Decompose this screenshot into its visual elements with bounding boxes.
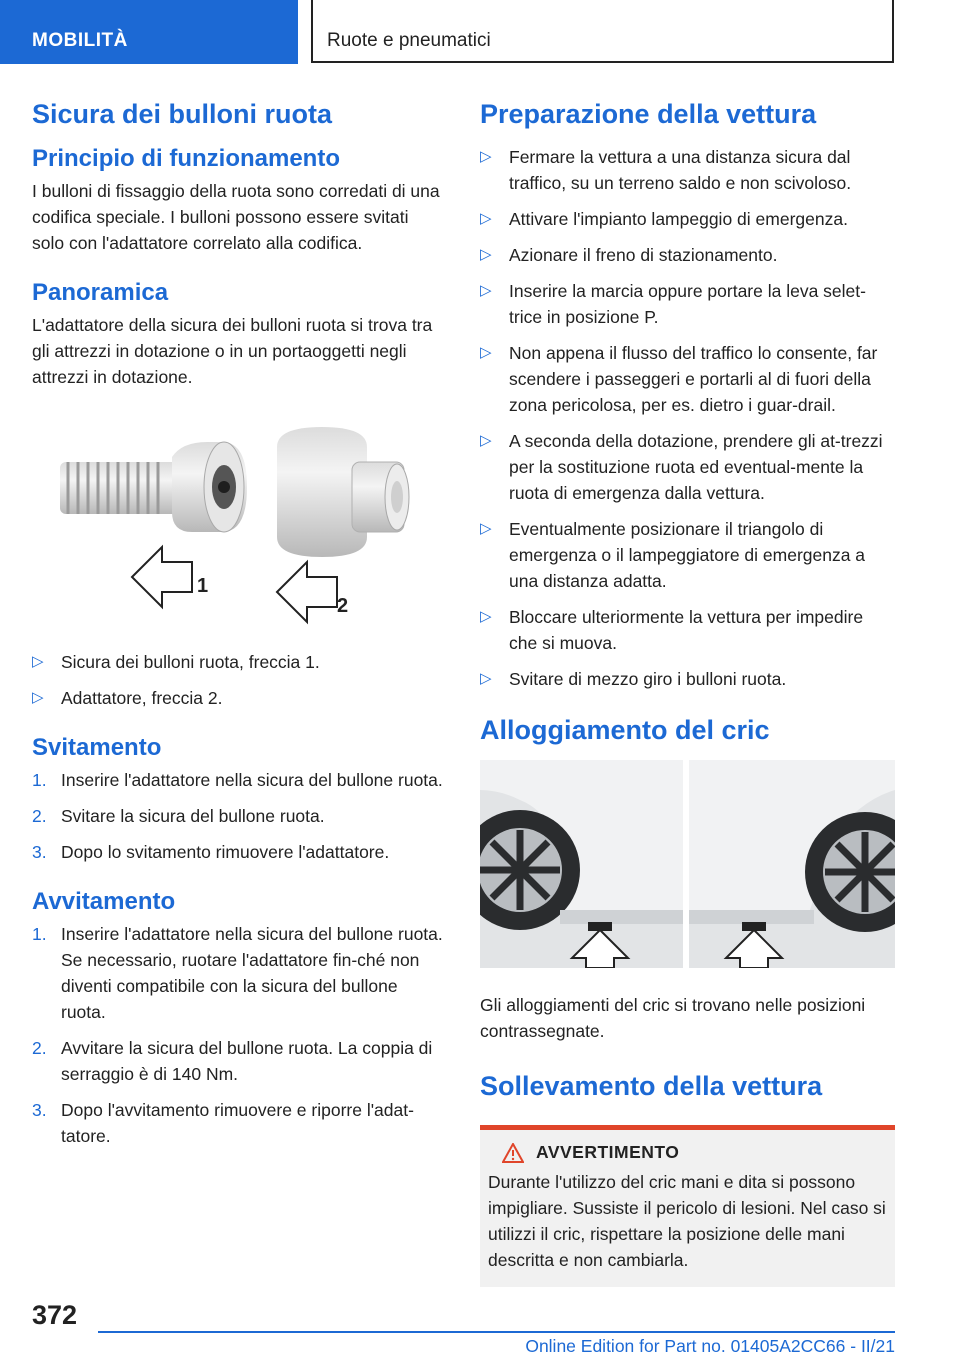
list-item: ▷ Attivare l'impianto lampeggio di emergenza. — [480, 206, 895, 232]
triangle-bullet-icon: ▷ — [480, 147, 492, 165]
wheel-lock-figure — [32, 412, 444, 627]
arrow-label-1: 1 — [197, 574, 209, 597]
list-item: ▷ Bloccare ulteriormente la vettura per impedire che si muova. — [480, 604, 895, 656]
subsection-principio: Principio di funzionamento — [32, 144, 340, 172]
arrow-1-icon — [132, 547, 192, 607]
list-item: ▷ Eventualmente posizionare il triangolo di emergenza o il lampeggiatore di emergenza a una distanza adatta. — [480, 516, 895, 594]
header-chapter-label: Ruote e pneumatici — [327, 30, 491, 51]
section-title-jack-points: Alloggiamento del cric — [480, 714, 770, 745]
triangle-bullet-icon: ▷ — [480, 343, 492, 361]
list-item: ▷ Azionare il freno di stazionamento. — [480, 242, 895, 268]
footer-divider — [98, 1331, 895, 1333]
triangle-bullet-icon: ▷ — [480, 607, 492, 625]
list-item: ▷ Non appena il flusso del traffico lo consente, far scendere i passeggeri e portarli al di fuori della zona pericolosa, per es. dietro i guar-drail. — [480, 340, 895, 418]
jack-points-figure — [480, 760, 895, 968]
arrow-label-2: 2 — [337, 594, 349, 617]
header-section-tab — [0, 0, 298, 64]
principio-text: I bulloni di fissaggio della ruota sono corredati di una codifica speciale. I bulloni possono essere svitati solo con l'adattatore correlato alla codifica. — [32, 180, 440, 253]
triangle-bullet-icon: ▷ — [480, 209, 492, 227]
triangle-bullet-icon: ▷ — [480, 519, 492, 537]
list-item: 1. Inserire l'adattatore nella sicura del bullone ruota. — [32, 769, 443, 790]
list-item: ▷ Svitare di mezzo giro i bulloni ruota. — [480, 666, 895, 692]
header-chapter-tab — [311, 0, 894, 63]
list-item: ▷ Inserire la marcia oppure portare la leva selet-trice in posizione P. — [480, 278, 895, 330]
page-number: 372 — [32, 1300, 78, 1330]
warning-box — [480, 1125, 895, 1287]
header-section-label: MOBILITÀ — [32, 30, 128, 51]
figure-legend-list — [32, 649, 444, 711]
arrow-2-icon — [277, 562, 337, 622]
panoramica-text: L'adattatore della sicura dei bulloni ruota si trova tra gli attrezzi in dotazione o in un portaoggetti negli attrezzi in dotazione. — [32, 314, 433, 387]
section-title-wheel-lock: Sicura dei bulloni ruota — [32, 99, 333, 129]
list-item: ▷ Adattatore, freccia 2. — [32, 685, 444, 711]
list-item: 3. Dopo l'avvitamento rimuovere e riporre l'adat-tatore. — [32, 1099, 414, 1146]
footer-edition: Online Edition for Part no. 01405A2CC66 - II/21 — [525, 1336, 895, 1356]
triangle-bullet-icon: ▷ — [480, 245, 492, 263]
list-item: 3. Dopo lo svitamento rimuovere l'adattatore. — [32, 841, 390, 862]
list-item: ▷ A seconda della dotazione, prendere gli at-trezzi per la sostituzione ruota ed eventual-mente la ruota di emergenza dalla vettura. — [480, 428, 895, 506]
warning-title: AVVERTIMENTO — [536, 1142, 680, 1163]
adapter-illustration — [277, 427, 409, 557]
list-item: ▷ Fermare la vettura a una distanza sicura dal traffico, su un terreno saldo e non scivoloso. — [480, 144, 895, 196]
subsection-avvitamento: Avvitamento — [32, 887, 176, 915]
section-title-sollevamento: Sollevamento della vettura — [480, 1070, 823, 1101]
list-item: ▷ Sicura dei bulloni ruota, freccia 1. — [32, 649, 444, 675]
triangle-bullet-icon: ▷ — [480, 669, 492, 687]
triangle-bullet-icon: ▷ — [480, 431, 492, 449]
triangle-bullet-icon: ▷ — [32, 688, 44, 706]
subsection-panoramica: Panoramica — [32, 278, 169, 306]
avvitamento-steps — [32, 921, 444, 1149]
svitamento-steps — [32, 767, 444, 865]
list-item: 1. Inserire l'adattatore nella sicura del bullone ruota. Se necessario, ruotare l'adattatore fin-ché non diventi compatibile con la sicura del bullone ruota. — [32, 923, 443, 1022]
section-title-preparazione: Preparazione della vettura — [480, 99, 817, 129]
triangle-bullet-icon: ▷ — [480, 281, 492, 299]
subsection-svitamento: Svitamento — [32, 733, 162, 761]
list-item: 2. Svitare la sicura del bullone ruota. — [32, 805, 325, 826]
right-column — [480, 98, 895, 1287]
wheel-lock-bolt-illustration — [60, 442, 247, 532]
list-item: 2. Avvitare la sicura del bullone ruota. La coppia di serraggio è di 140 Nm. — [32, 1037, 433, 1084]
left-column — [32, 98, 444, 1159]
warning-text: Durante l'utilizzo del cric mani e dita si possono impigliare. Sussiste il pericolo di lesioni. Nel caso si utilizzi il cric, rispettare la posizione delle mani descritta e non cambiarla. — [488, 1172, 886, 1271]
triangle-bullet-icon: ▷ — [32, 652, 44, 670]
jack-text: Gli alloggiamenti del cric si trovano nelle posizioni contrassegnate. — [480, 994, 866, 1041]
warning-header — [488, 1142, 887, 1163]
warning-triangle-icon — [502, 1143, 524, 1163]
prep-steps — [480, 144, 895, 692]
